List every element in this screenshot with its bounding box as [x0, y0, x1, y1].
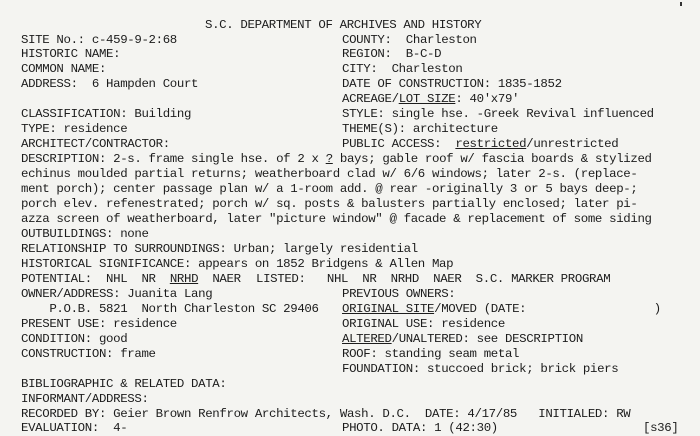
altered-suffix: /UNALTERED: see DESCRIPTION — [391, 332, 583, 346]
description-l1-underlined: ? — [325, 152, 333, 166]
photo-data: PHOTO. DATA: 1 (42:30) — [342, 421, 498, 435]
themes: THEME(S): architecture — [342, 122, 498, 136]
architect-contractor: ARCHITECT/CONTRACTOR: — [21, 137, 170, 151]
potential-prefix: POTENTIAL: NHL NR — [21, 272, 170, 286]
description-line-5: azza screen of weatherboard, later "picture window" @ facade & replacement of some siding — [21, 212, 652, 226]
historical-significance: HISTORICAL SIGNIFICANCE: appears on 1852 Bridgens & Allen Map — [21, 257, 454, 271]
classification: CLASSIFICATION: Building — [21, 107, 192, 121]
roof: ROOF: standing seam metal — [342, 347, 520, 361]
public-access — [342, 137, 618, 151]
present-use: PRESENT USE: residence — [21, 317, 177, 331]
lot-size-underlined: LOT SIZE — [398, 92, 456, 106]
owner-mailing-address: P.O.B. 5821 North Charleston SC 29406 — [21, 302, 319, 316]
description-line-4: porch elev. refenestrated; porch w/ sq. posts & balusters partially enclosed; later pi- — [21, 197, 638, 211]
original-use: ORIGINAL USE: residence — [342, 317, 505, 331]
altered-underlined: ALTERED — [342, 332, 392, 346]
historic-name: HISTORIC NAME: — [21, 47, 121, 61]
description-line-3: ment porch); center passage plan w/ a 1-room add. @ rear -originally 3 or 5 bays deep-; — [21, 182, 638, 196]
description-l1-post: bays; gable roof w/ fascia boards & stylized — [332, 152, 652, 166]
previous-owners: PREVIOUS OWNERS: — [342, 287, 456, 301]
corner-mark — [680, 2, 682, 6]
condition: CONDITION: good — [21, 332, 128, 346]
altered-unaltered — [342, 332, 583, 346]
potential — [21, 272, 241, 286]
city: CITY: Charleston — [342, 62, 463, 76]
foundation: FOUNDATION: stuccoed brick; brick piers — [342, 362, 619, 376]
region: REGION: B-C-D — [342, 47, 442, 61]
card-title: S.C. DEPARTMENT OF ARCHIVES AND HISTORY — [205, 18, 482, 32]
county: COUNTY: Charleston — [342, 33, 477, 47]
relationship-to-surroundings: RELATIONSHIP TO SURROUNDINGS: Urban; largely residential — [21, 242, 418, 256]
description-l1-pre: DESCRIPTION: 2-s. frame single hse. of 2 x — [21, 152, 326, 166]
original-site-suffix: /MOVED (DATE: ) — [434, 302, 661, 316]
bibliographic-data: BIBLIOGRAPHIC & RELATED DATA: — [21, 377, 227, 391]
evaluation: EVALUATION: 4- — [21, 421, 128, 435]
potential-suffix: NAER — [198, 272, 241, 286]
original-site-moved — [342, 302, 661, 316]
acreage-prefix: ACREAGE/ — [342, 92, 399, 106]
outbuildings: OUTBUILDINGS: none — [21, 227, 149, 241]
acreage-lot-size — [342, 92, 519, 106]
style: STYLE: single hse. -Greek Revival influenced — [342, 107, 654, 121]
date-of-construction: DATE OF CONSTRUCTION: 1835-1852 — [342, 77, 562, 91]
listed: LISTED: NHL NR NRHD NAER S.C. MARKER PROGRAM — [256, 272, 611, 286]
description-line-2: echinus moulded partial returns; weatherboard clad w/ 6/6 windows; later 2-s. (replace- — [21, 167, 638, 181]
potential-nrhd: NRHD — [169, 272, 199, 286]
informant-address: INFORMANT/ADDRESS: — [21, 392, 149, 406]
public-access-prefix: PUBLIC ACCESS: — [342, 137, 456, 151]
owner-address: OWNER/ADDRESS: Juanita Lang — [21, 287, 213, 301]
public-access-suffix: /unrestricted — [526, 137, 619, 151]
construction: CONSTRUCTION: frame — [21, 347, 156, 361]
acreage-value: : 40'x79' — [455, 92, 520, 106]
description-line-1 — [21, 152, 652, 166]
original-site-underlined: ORIGINAL SITE — [342, 302, 435, 316]
type: TYPE: residence — [21, 122, 128, 136]
address: ADDRESS: 6 Hampden Court — [21, 77, 199, 91]
site-number: SITE No.: c-459-9-2:68 — [21, 33, 177, 47]
recorded-by: RECORDED BY: Geier Brown Renfrow Architects, Wash. D.C. DATE: 4/17/85 INITIALED: RW — [21, 407, 631, 421]
sheet-reference: [s36] — [643, 421, 679, 435]
public-access-restricted: restricted — [455, 137, 527, 151]
common-name: COMMON NAME: — [21, 62, 107, 76]
